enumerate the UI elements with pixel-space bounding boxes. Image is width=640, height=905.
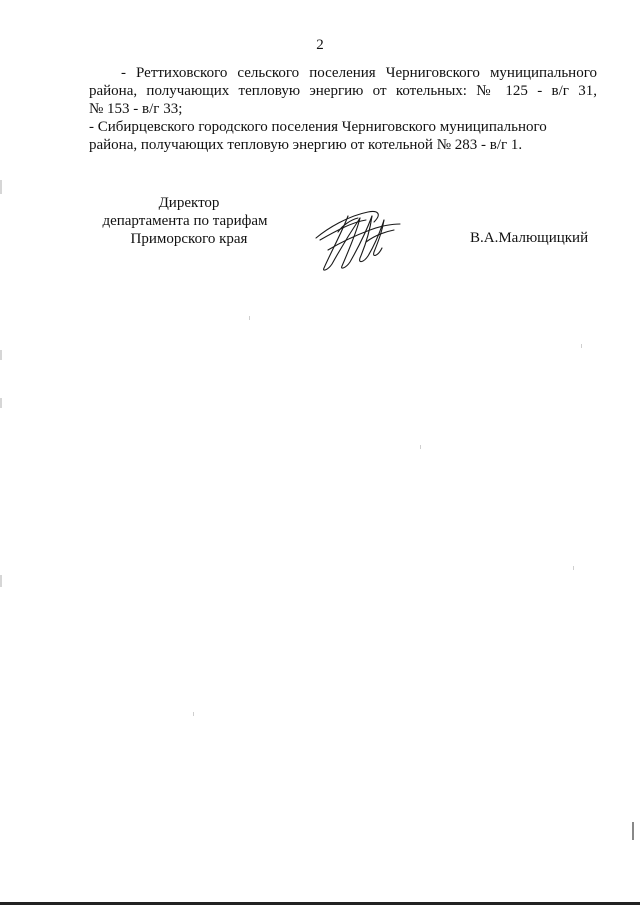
signatory-title-line: Директор [158, 195, 220, 211]
handwritten-signature [308, 202, 408, 274]
signatory-title-line: Приморского края [130, 231, 248, 247]
signatory-title-line: департамента по тарифам [102, 213, 268, 229]
paragraph-line: - Реттиховского сельского поселения Черниговского муниципального [121, 65, 597, 81]
scan-artifact [0, 398, 2, 408]
page-number: 2 [316, 37, 324, 53]
paragraph-line: № 153 - в/г 33; [89, 101, 183, 117]
paragraph-line: - Сибирцевского городского поселения Черниговского муниципального [89, 119, 547, 135]
scan-artifact [0, 575, 2, 587]
scan-artifact [249, 316, 250, 320]
scan-artifact [0, 180, 2, 194]
paragraph-rettikhovskoe [89, 64, 597, 118]
scan-artifact [420, 445, 421, 449]
paragraph-line: района, получающих тепловую энергию от котельной № 283 - в/г 1. [89, 137, 523, 153]
paragraph-sibirtsevo [89, 118, 597, 154]
scan-artifact [632, 822, 634, 840]
scan-artifact [193, 712, 194, 716]
scan-artifact [573, 566, 574, 570]
signatory-title [60, 194, 310, 248]
scan-artifact [0, 350, 2, 360]
signatory-name: В.А.Малющицкий [470, 230, 589, 246]
scan-artifact [581, 344, 582, 348]
paragraph-line: района, получающих тепловую энергию от котельных: № 125 - в/г 31, [89, 83, 597, 99]
